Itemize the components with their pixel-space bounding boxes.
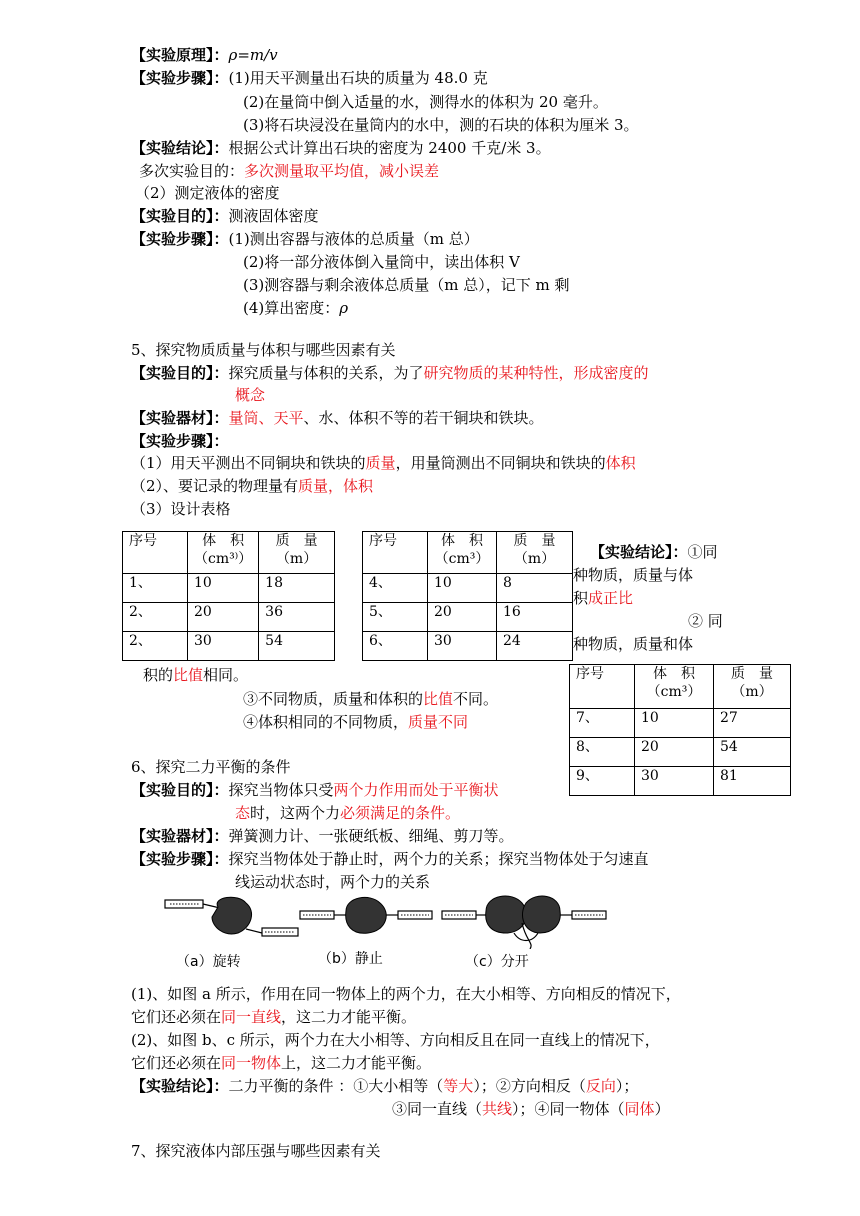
two-force-balance-figure [160,893,620,949]
table-cell: 27 [714,709,791,738]
aim-line: 【实验目的】：测液固体密度 [131,207,319,225]
s5-conclusion-2: 种物质，质量与体 [573,566,694,584]
steps-line-1: 【实验步骤】：(1)用天平测量出石块的质量为 48.0 克 [131,69,488,87]
table-header: 序号 [570,665,635,709]
s5-conclusion-8: ④体积相同的不同物质，质量不同 [243,713,469,731]
figure-b-static [300,897,432,933]
purpose-line: 多次实验目的：多次测量取平均值，减小误差 [139,162,440,180]
table-cell: 8 [497,574,573,603]
s6-aim-cont: 态时，这两个力必须满足的条件。 [235,804,461,822]
data-table-copper [122,531,335,661]
principle-line: 【实验原理】：ρ=m/v [131,46,278,64]
s6-steps-line: 【实验步骤】：探究当物体处于静止时，两个力的关系；探究当物体处于匀速直 [131,850,649,868]
steps-line-2: (2)在量筒中倒入适量的水，测得水的体积为 20 毫升。 [243,93,608,111]
table-cell: 7、 [570,709,635,738]
table-cell: 1、 [123,574,188,603]
s6-para-1-cont: 它们还必须在同一直线，这二力才能平衡。 [131,1008,417,1026]
s6-conclusion-2: ③同一直线（共线）；④同一物体（同体） [392,1100,670,1118]
table-cell: 6、 [363,632,428,661]
s5-conclusion-4: ② 同 [688,612,723,630]
s5-conclusion-5: 种物质，质量和体 [573,635,694,653]
s5-steps-heading: 【实验步骤】： [131,432,229,450]
steps-line-3: (3)将石块浸没在量筒内的水中，测的石块的体积为厘米 3。 [243,116,639,134]
s5-step-3: （3）设计表格 [131,500,231,518]
table-cell: 20 [635,738,714,767]
s5-conclusion-7: ③不同物质，质量和体积的比值不同。 [243,690,499,708]
figure-caption-b: （b）静止 [318,951,383,967]
figure-c-separate [442,896,606,949]
s5-conclusion-3: 积成正比 [573,589,634,607]
data-table-iron [362,531,573,661]
table-cell: 10 [188,574,259,603]
s5-aim-cont: 概念 [235,386,266,404]
table-cell: 24 [497,632,573,661]
table-header: 体 积 （cm³） [428,532,497,574]
s5-conclusion-1: 【实验结论】：①同 [590,543,718,561]
table-header: 体 积 （cm³） [635,665,714,709]
s5-conclusion-6: 积的比值相同。 [143,666,249,684]
table-header: 质 量 （m） [714,665,791,709]
table-cell: 5、 [363,603,428,632]
table-cell: 54 [714,738,791,767]
table-cell: 36 [259,603,335,632]
liquid-step-2: (2)将一部分液体倒入量筒中，读出体积 V [243,253,520,271]
figure-caption-a: （a）旋转 [176,954,241,970]
table-cell: 30 [188,632,259,661]
table-header: 序号 [363,532,428,574]
section-5-heading: 5、探究物质质量与体积与哪些因素有关 [131,341,396,359]
table-cell: 30 [428,632,497,661]
s5-step-1: （1）用天平测出不同铜块和铁块的质量，用量筒测出不同铜块和铁块的体积 [131,454,636,472]
table-cell: 54 [259,632,335,661]
s5-aim-line: 【实验目的】：探究质量与体积的关系，为了研究物质的某种特性，形成密度的 [131,364,649,382]
table-header: 质 量 （m） [259,532,335,574]
data-table-third [569,664,791,796]
liquid-step-4: (4)算出密度：ρ [243,299,349,317]
table-cell: 2、 [123,603,188,632]
table-header: 体 积 （cm³⁾） [188,532,259,574]
s6-equipment-line: 【实验器材】：弹簧测力计、一张硬纸板、细绳、剪刀等。 [131,827,514,845]
s6-aim-line: 【实验目的】：探究当物体只受两个力作用而处于平衡状 [131,781,499,799]
table-cell: 2、 [123,632,188,661]
table-cell: 20 [428,603,497,632]
table-cell: 8、 [570,738,635,767]
table-cell: 9、 [570,767,635,796]
figure-a-rotation [165,897,298,936]
s6-para-1: (1)、如图 a 所示，作用在同一物体上的两个力，在大小相等、方向相反的情况下， [131,985,681,1003]
s6-para-2: (2)、如图 b、c 所示，两个力在大小相等、方向相反且在同一直线上的情况下， [131,1031,660,1049]
liquid-step-3: (3)测容器与剩余液体总质量（m 总），记下 m 剩 [243,276,570,294]
s6-steps-cont: 线运动状态时，两个力的关系 [235,873,431,891]
section-6-heading: 6、探究二力平衡的条件 [131,758,291,776]
table-header: 质 量 （m） [497,532,573,574]
table-cell: 20 [188,603,259,632]
table-header: 序号 [123,532,188,574]
table-cell: 16 [497,603,573,632]
table-cell: 10 [428,574,497,603]
figure-caption-c: （c）分开 [465,954,529,970]
liquid-step-1: 【实验步骤】：(1)测出容器与液体的总质量（m 总） [131,230,479,248]
table-cell: 18 [259,574,335,603]
s5-step-2: （2）、要记录的物理量有质量，体积 [131,477,374,495]
s5-equipment-line: 【实验器材】：量筒、天平、水、体积不等的若干铜块和铁块。 [131,409,544,427]
table-cell: 4、 [363,574,428,603]
table-cell: 10 [635,709,714,738]
liquid-density-heading: （2）测定液体的密度 [135,184,280,202]
table-cell: 81 [714,767,791,796]
conclusion-line: 【实验结论】：根据公式计算出石块的密度为 2400 千克/米 3。 [131,139,551,157]
table-cell: 30 [635,767,714,796]
s6-para-2-cont: 它们还必须在同一物体上，这二力才能平衡。 [131,1054,432,1072]
section-7-heading: 7、探究液体内部压强与哪些因素有关 [131,1142,381,1160]
s6-conclusion-1: 【实验结论】：二力平衡的条件 ：①大小相等（等大）；②方向相反（反向）； [131,1077,639,1095]
